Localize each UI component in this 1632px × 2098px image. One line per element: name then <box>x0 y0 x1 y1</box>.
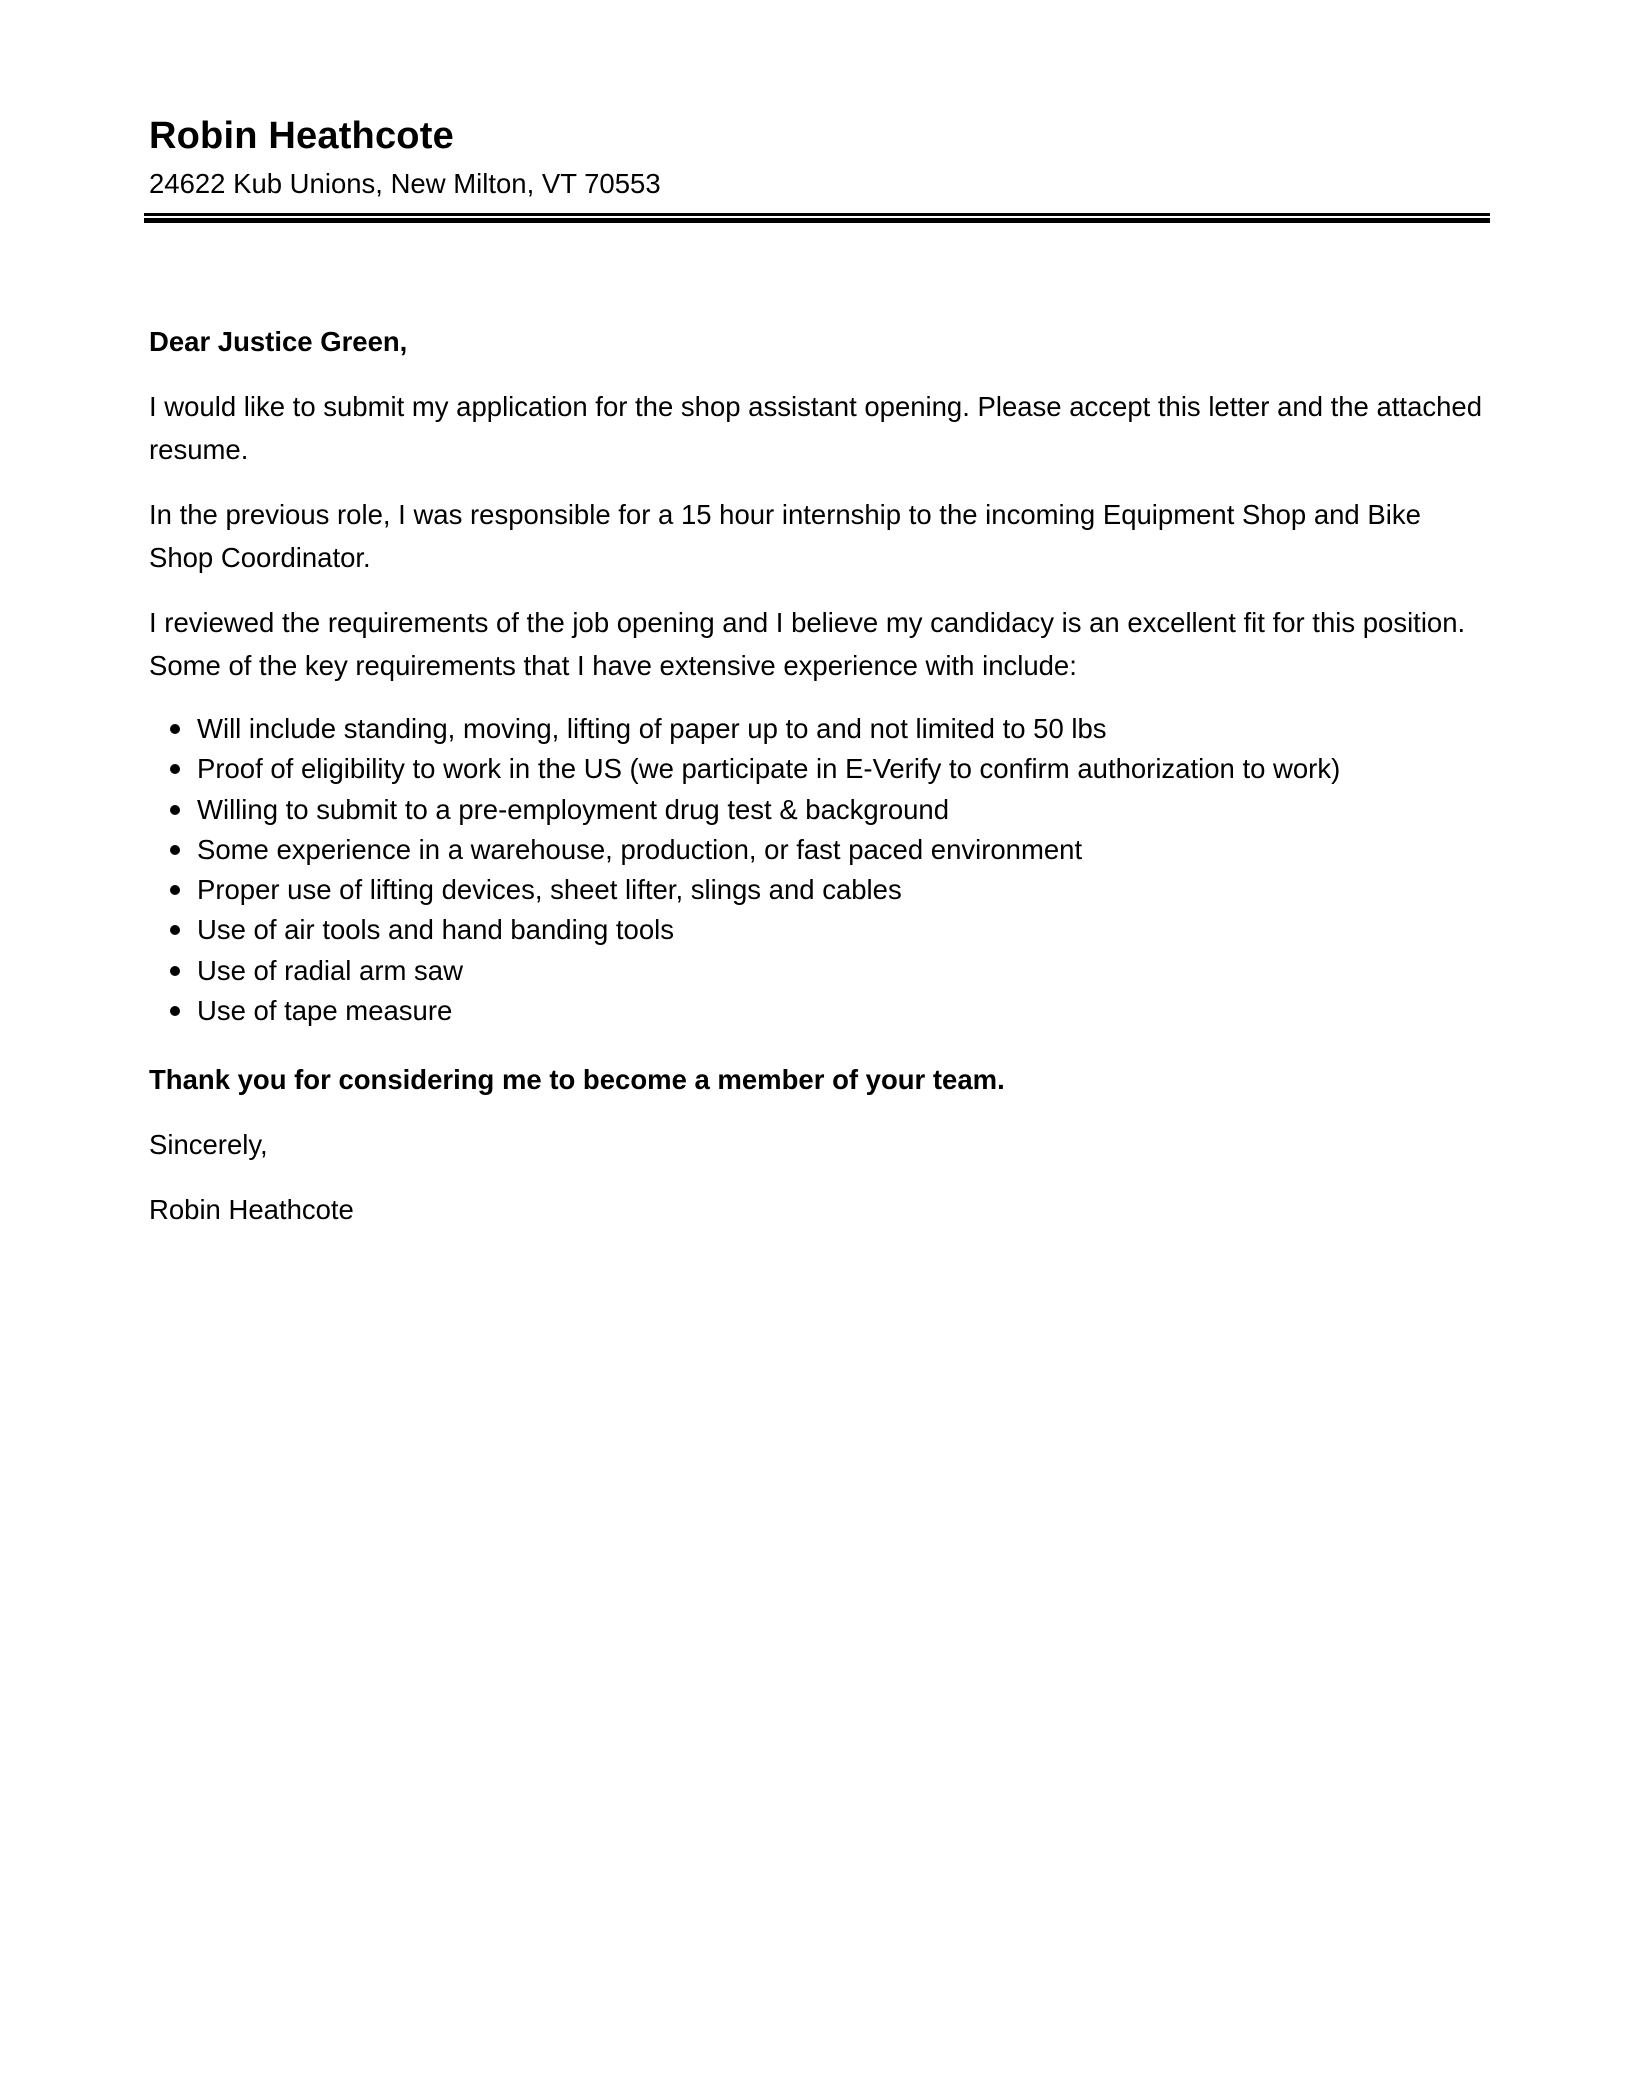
list-item-text: Some experience in a warehouse, production, or fast paced environment <box>197 833 1083 865</box>
list-item <box>197 951 1489 991</box>
paragraph-experience: In the previous role, I was responsible for a 15 hour internship to the incoming Equipment Shop and Bike Shop Coordinator. <box>149 499 1421 573</box>
paragraph-requirements-intro: I reviewed the requirements of the job opening and I believe my candidacy is an excellent fit for this position. Some of the key requirements that I have extensive experience with include: <box>149 607 1466 681</box>
paragraph-intro: I would like to submit my application for the shop assistant opening. Please accept this letter and the attached resume. <box>149 391 1482 465</box>
bullet-icon <box>170 925 180 935</box>
list-item <box>197 830 1489 870</box>
divider-thin-line <box>144 213 1490 216</box>
sender-address: 24622 Kub Unions, New Milton, VT 70553 <box>149 168 661 199</box>
bullet-icon <box>170 966 180 976</box>
salutation: Dear Justice Green, <box>149 326 408 357</box>
list-item <box>197 790 1489 830</box>
letter-body <box>149 320 1489 1253</box>
bullet-icon <box>170 885 180 895</box>
list-item <box>197 709 1489 749</box>
bullet-icon <box>170 1006 180 1016</box>
list-item-text: Proof of eligibility to work in the US (we participate in E-Verify to confirm authorization to work) <box>197 753 1341 785</box>
valediction: Sincerely, <box>149 1129 268 1161</box>
list-item-text: Use of tape measure <box>197 995 453 1027</box>
list-item <box>197 910 1489 950</box>
bullet-icon <box>170 845 180 855</box>
closing-sentence: Thank you for considering me to become a member of your team. <box>149 1064 1005 1096</box>
bullet-icon <box>170 764 180 774</box>
list-item-text: Will include standing, moving, lifting of paper up to and not limited to 50 lbs <box>197 713 1107 744</box>
divider-thick-line <box>144 218 1490 223</box>
list-item <box>197 991 1489 1031</box>
requirements-list <box>149 709 1489 1031</box>
list-item-text: Use of air tools and hand banding tools <box>197 914 674 946</box>
list-item <box>197 870 1489 910</box>
header-divider <box>144 213 1490 222</box>
bullet-icon <box>170 724 180 734</box>
bullet-icon <box>170 805 180 815</box>
signature-name: Robin Heathcote <box>149 1194 354 1226</box>
list-item-text: Use of radial arm saw <box>197 954 463 986</box>
sender-name: Robin Heathcote <box>149 115 454 157</box>
list-item <box>197 749 1489 789</box>
letterhead <box>149 108 1489 204</box>
list-item-text: Willing to submit to a pre-employment drug test & background <box>197 793 950 825</box>
list-item-text: Proper use of lifting devices, sheet lifter, slings and cables <box>197 874 902 906</box>
